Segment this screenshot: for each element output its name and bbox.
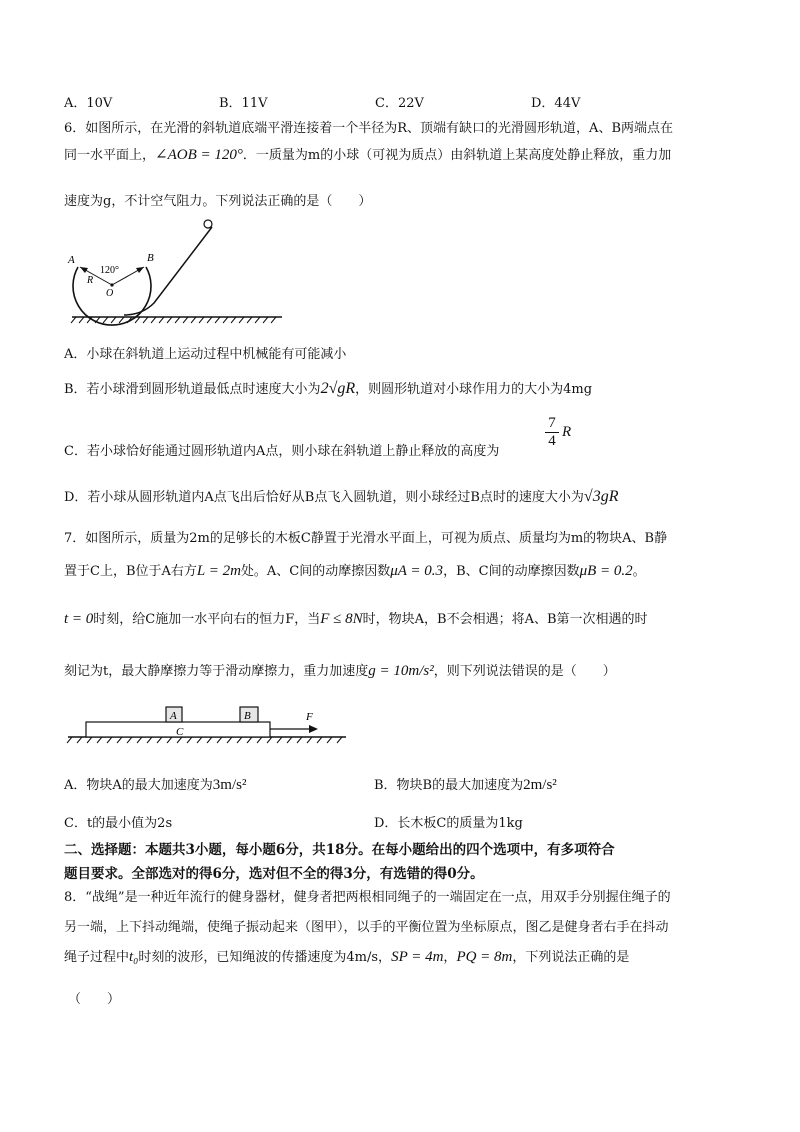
q7-option-d: D．长木板C的质量为1kg	[374, 816, 523, 831]
q8-answer-bracket: （ ）	[68, 992, 121, 1007]
q6-stem-line1: 6．如图所示，在光滑的斜轨道底端平滑连接着一个半径为R、顶端有缺口的光滑圆形轨道，A、B两端点在	[64, 121, 674, 136]
q6-fig-label-o: O	[106, 288, 114, 299]
q7-stem-line2	[64, 560, 646, 580]
q7-option-a	[64, 774, 246, 794]
q8-line3-math-sp: SP = 4m	[391, 949, 444, 965]
q5-option-b: B．11V	[219, 96, 268, 111]
q8-line3-b: 时刻的波形，已知绳波的传播速度为4m/s，	[138, 950, 392, 965]
q7-option-b-pre: B．物块B的最大加速度为	[374, 778, 524, 793]
q7-fig-label-a: A	[170, 710, 177, 722]
q8-line3-d: ，下列说法正确的是	[512, 950, 630, 965]
q6-stem-line3: 速度为g，不计空气阻力。下列说法正确的是（ ）	[64, 194, 372, 209]
q6-option-b-post: ，则圆形轨道对小球作用力的大小为4mg	[355, 382, 593, 397]
q7-option-a-pre: A．物块A的最大加速度为	[64, 778, 213, 793]
q7-fig-label-b: B	[244, 710, 251, 722]
q6-option-a: A．小球在斜轨道上运动过程中机械能有可能减小	[64, 347, 347, 362]
q6-option-d	[64, 486, 618, 506]
q7-line3-b: 时，物块A，B不会相遇；将A、B第一次相遇的时	[362, 612, 648, 627]
q7-line2-math-mua: μA = 0.3	[390, 563, 444, 579]
q5-option-a: A．10V	[64, 96, 113, 111]
q7-line2-math-mub: μB = 0.2	[579, 563, 633, 579]
q6-line2-post: ．一质量为m的小球（可视为质点）由斜轨道上某高度处静止释放，重力加	[242, 148, 672, 163]
q7-line4-a: 刻记为t，最大静摩擦力等于滑动摩擦力，重力加速度	[64, 664, 369, 679]
q7-stem-line3	[64, 608, 648, 628]
q6-option-c-fraction	[545, 415, 559, 450]
q6-option-c-denominator: 4	[548, 433, 556, 449]
q5-options	[64, 92, 764, 110]
q8-line3-math-t0: t₀	[129, 949, 139, 965]
q8-line3-math-pq: PQ = 8m	[456, 949, 513, 965]
q5-option-d: D．44V	[531, 96, 581, 111]
q6-fig-label-a: A	[68, 254, 75, 266]
q8-line3-a: 绳子过程中	[64, 950, 130, 965]
section2-heading-line1: 二、选择题：本题共3小题，每小题6分，共18分。在每小题给出的四个选项中，有多项符合	[64, 842, 615, 858]
q6-option-d-math: √3gR	[583, 488, 619, 505]
q6-option-b-math: 2√gR	[320, 380, 356, 397]
q7-line2-c: ，B、C间的动摩擦因数	[443, 564, 580, 579]
q7-line4-math-g: g = 10m/s²	[368, 663, 434, 679]
q6-fig-label-b: B	[147, 252, 154, 264]
q6-option-c-numerator: 7	[548, 415, 556, 431]
q6-fig-angle: 120°	[100, 265, 119, 276]
q7-stem-line4	[64, 660, 616, 680]
q6-fig-label-r: R	[87, 275, 94, 286]
q7-option-b	[374, 774, 557, 794]
q7-line3-math-f: F ≤ 8N	[320, 611, 363, 627]
q8-line3-c: ，	[443, 950, 457, 965]
q6-option-d-pre: D．若小球从圆形轨道内A点飞出后恰好从B点飞入圆轨道，则小球经过B点时的速度大小为	[64, 490, 584, 505]
q7-line4-b: ，则下列说法错误的是（ ）	[433, 664, 616, 679]
q6-option-c	[64, 440, 499, 459]
q7-stem-line1: 7．如图所示，质量为2m的足够长的木板C静置于光滑水平面上，可视为质点、质量均为m的物块A、B静	[64, 531, 668, 546]
q7-line2-math-l: L = 2m	[196, 563, 241, 579]
q7-option-a-math: 3m/s²	[212, 777, 247, 793]
q7-line2-a: 置于C上，B位于A右方	[64, 564, 197, 579]
q6-line2-pre: 同一水平面上，	[64, 148, 156, 163]
q6-stem-line2	[64, 144, 671, 164]
q7-line2-b: 处。A、C间的动摩擦因数	[240, 564, 391, 579]
q7-fig-label-c: C	[176, 726, 184, 738]
q5-option-c: C．22V	[375, 96, 424, 111]
q7-line2-d: 。	[632, 564, 646, 579]
q8-stem-line3	[64, 946, 629, 966]
q6-figure	[62, 215, 302, 327]
q7-line3-a: 时刻，给C施加一水平向右的恒力F，当	[93, 612, 321, 627]
q6-option-c-pre: C．若小球恰好能通过圆形轨道内A点，则小球在斜轨道上静止释放的高度为	[64, 444, 500, 459]
q7-option-b-math: 2m/s²	[523, 777, 557, 793]
q7-line3-math-t: t = 0	[64, 611, 94, 627]
q7-figure	[66, 698, 356, 746]
q6-option-b	[64, 378, 592, 398]
q6-option-c-r: R	[562, 424, 572, 440]
q6-angle-math: ∠AOB = 120°	[155, 147, 243, 163]
q7-option-c: C．t的最小值为2s	[64, 816, 173, 831]
section2-heading-line2: 题目要求。全部选对的得6分，选对但不全的得3分，有选错的得0分。	[64, 866, 484, 882]
q8-stem-line2: 另一端，上下抖动绳端，使绳子振动起来（图甲），以手的平衡位置为坐标原点，图乙是健身者右手在抖动	[64, 920, 669, 935]
q8-stem-line1: 8．“战绳”是一种近年流行的健身器材，健身者把两根相同绳子的一端固定在一点，用双手分别握住绳子的	[64, 890, 671, 905]
q6-option-b-pre: B．若小球滑到圆形轨道最低点时速度大小为	[64, 382, 321, 397]
q7-fig-label-f: F	[306, 711, 313, 723]
